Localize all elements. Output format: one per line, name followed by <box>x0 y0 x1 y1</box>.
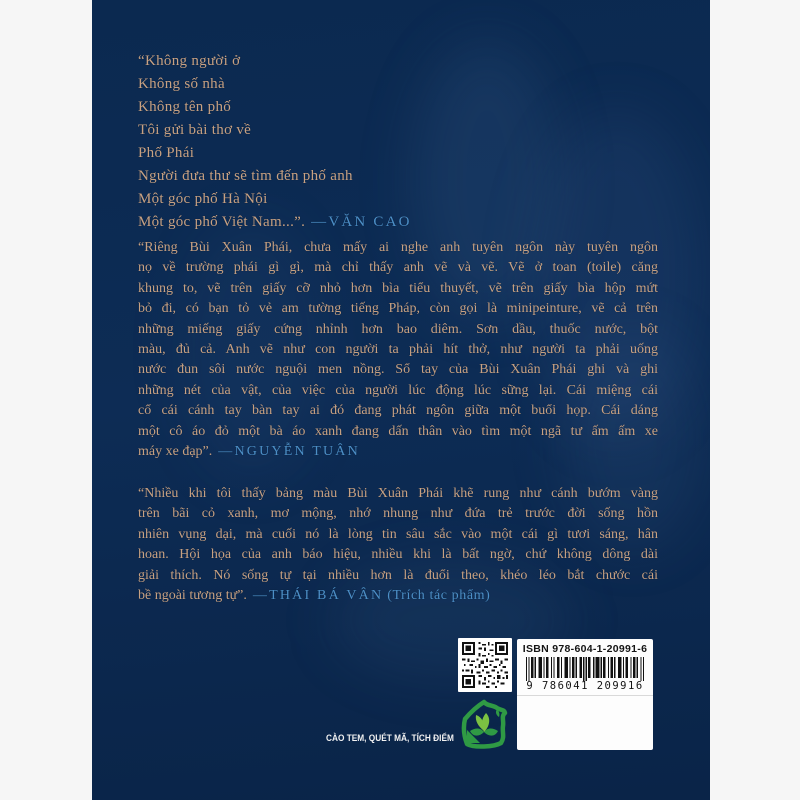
quote-line: những nét của vật, của việc của người lúc động lúc sững lại. Cái miệng cái <box>138 382 658 398</box>
quote-line: trên bãi cỏ xanh, mơ mộng, nhớ nhung như đứa trẻ trước đời sống hồn <box>138 506 658 522</box>
barcode-icon <box>526 657 644 681</box>
quote-line: những miếng giấy cứng nhỉnh hơn bao diêm. Sơn dầu, thuốc nước, bột <box>138 321 658 337</box>
quote-last-line: máy xe đạp”. <box>138 444 213 460</box>
quote-line: Người đưa thư sẽ tìm đến phố anh <box>138 168 353 184</box>
quote-line: Phố Phái <box>138 145 195 161</box>
attribution-source-note: (Trích tác phẩm) <box>387 588 491 604</box>
author-attribution-van-cao: —VĂN CAO <box>311 214 412 230</box>
quote-line: Không số nhà <box>138 76 225 92</box>
quote-line: “Không người ở <box>138 53 241 69</box>
quote-line: Không tên phố <box>138 99 232 115</box>
quote-line: Tôi gửi bài thơ về <box>138 122 252 138</box>
quote-line: nhiên vụng dại, mà cuối nó là lòng tin sâu sắc vào một cái gì tươi sáng, hân <box>138 526 658 542</box>
book-back-cover <box>92 0 710 800</box>
author-attribution-thai-ba-van: —THÁI BÁ VÂN <box>252 588 384 604</box>
quote-line: khung to, vẽ trên giấy cỡ nhỏ hơn bìa tiểu thuyết, vẽ trên giấy bìa hộp mứt <box>138 280 658 296</box>
quote-line: “Nhiều khi tôi thấy bảng màu Bùi Xuân Phái khẽ rung như cánh bướm vàng <box>138 486 658 501</box>
quote-lines <box>138 484 658 586</box>
quote-nguyen-tuan <box>138 238 658 462</box>
quote-line: “Riêng Bùi Xuân Phái, chưa mấy ai nghe anh tuyên ngôn này tuyên ngôn <box>138 240 658 255</box>
poem-lines <box>138 50 658 211</box>
quote-lines <box>138 238 658 442</box>
quote-line: cổ cái cánh tay bàn tay ai đó đang phát ngôn giữa một buổi họp. Cái dáng <box>138 403 658 419</box>
quote-line: nước đun sôi nước nguội men nồng. Sổ tay của Bùi Xuân Phái ghi và ghi <box>138 362 658 378</box>
poem-last-line: Một góc phố Việt Nam...”. <box>138 214 306 230</box>
quote-line: màu, đủ cả. Anh vẽ như con người ta phải hít thở, như người ta phải uống <box>138 342 658 358</box>
quote-line: bỏ đi, có bạn tỏ vẻ am tường tiếng Pháp, còn gọi là minipeinture, vẽ cả trên <box>138 301 658 317</box>
quote-thai-ba-van <box>138 484 658 606</box>
isbn-digits: 9 786041 209916 <box>526 680 644 692</box>
quote-line: Một góc phố Hà Nội <box>138 191 268 207</box>
quote-line: hoan. Hội họa của anh báo hiệu, nhiều khi là bất ngờ, chứ không dông dài <box>138 547 658 563</box>
poem-quote-van-cao <box>138 50 658 234</box>
qr-code-icon <box>458 638 512 692</box>
isbn-barcode-panel <box>517 639 653 750</box>
quote-line: nọ về trường phái gì gì, mà chỉ thấy anh vẽ và vẽ. Vẽ ở toan (toile) căng <box>138 260 658 276</box>
quote-last-line: bề ngoài tương tự”. <box>138 588 247 604</box>
isbn-label: ISBN 978-604-1-20991-6 <box>522 643 648 655</box>
quote-line: giải thích. Nó sống tự tại nhiều hơn là đuổi theo, khéo léo bắt chước cái <box>138 567 658 583</box>
barcode-divider <box>517 695 653 696</box>
author-attribution-nguyen-tuan: —NGUYỄN TUÂN <box>218 444 360 460</box>
quote-line: một cô áo đỏ một bà áo xanh đang dấn thân vào tìm một ngã tư ấm ấm xe <box>138 423 658 439</box>
kim-dong-publisher-logo-icon <box>460 699 508 751</box>
loyalty-program-text: CÀO TEM, QUÉT MÃ, TÍCH ĐIỂM <box>326 733 454 743</box>
